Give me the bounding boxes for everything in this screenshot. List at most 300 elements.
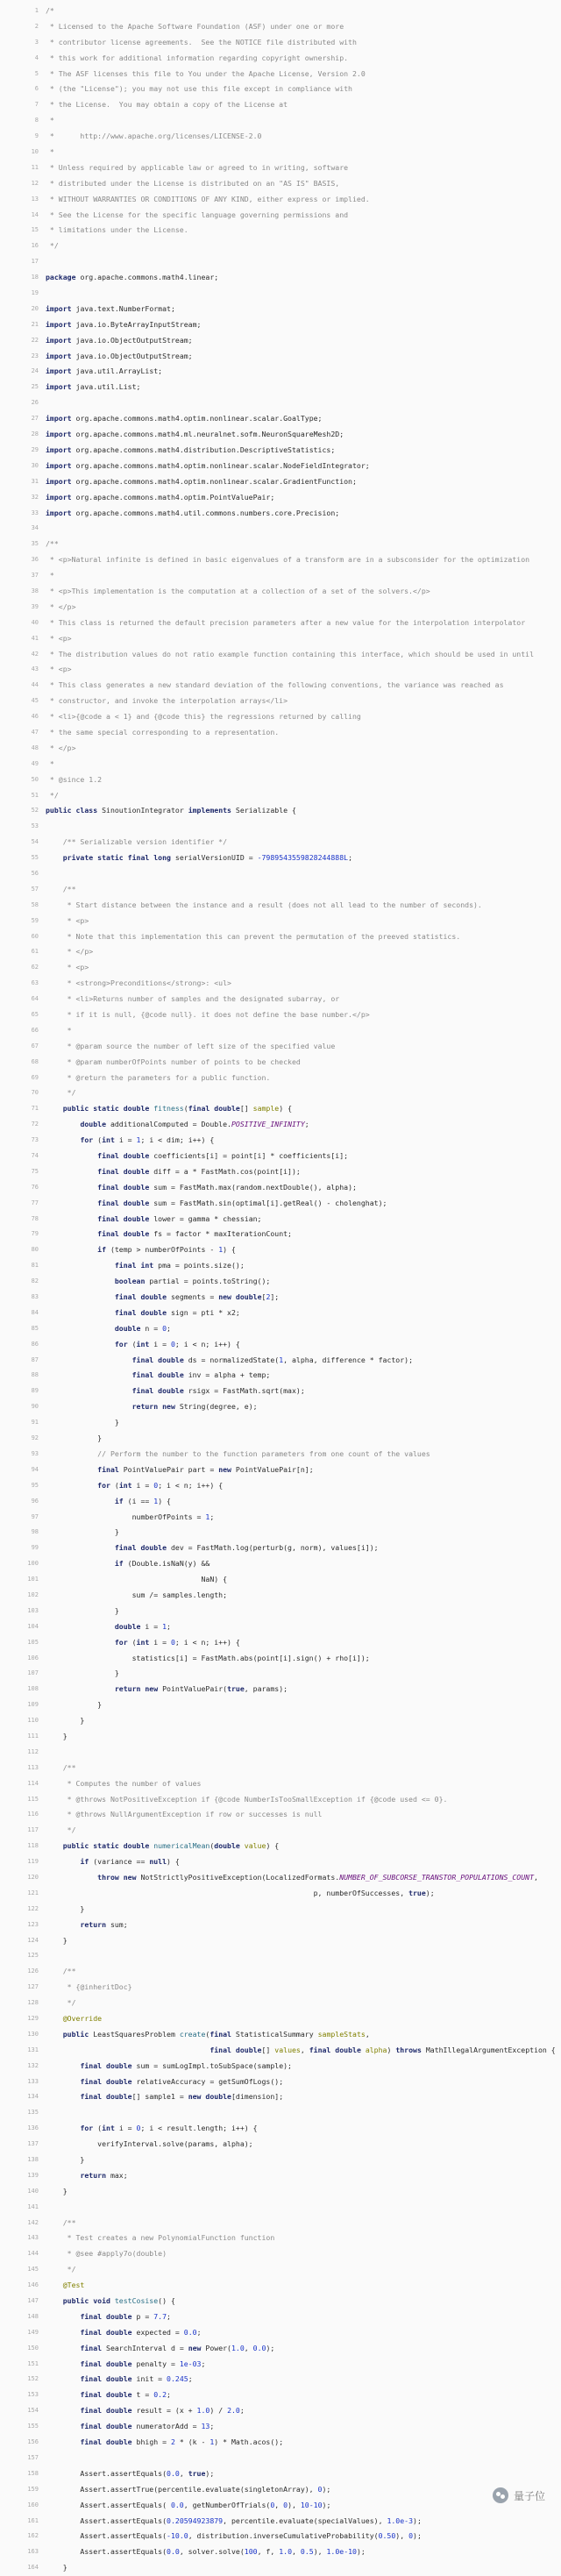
code-token	[46, 1638, 115, 1647]
line-code	[46, 349, 561, 365]
line-code	[46, 1431, 561, 1447]
code-token: Assert.assertTrue(percentile.evaluate(singletonArray),	[46, 2484, 318, 2494]
line-number: 1	[34, 7, 39, 14]
code-token: (temp > numberOfPoints -	[110, 1245, 219, 1255]
line-number: 69	[31, 1073, 39, 1081]
code-token: final double	[97, 1182, 154, 1192]
line-code	[46, 2278, 561, 2294]
code-line	[0, 1761, 561, 1776]
line-code	[46, 1321, 561, 1337]
code-token	[46, 1135, 80, 1144]
code-line	[0, 2544, 561, 2560]
line-number: 119	[27, 1858, 39, 1866]
code-token: * (k -	[174, 2437, 210, 2447]
line-number: 81	[31, 1262, 39, 1270]
code-line	[0, 333, 561, 349]
code-token: 7.7	[153, 2311, 167, 2321]
line-code	[46, 584, 561, 600]
code-line	[0, 788, 561, 804]
code-token: // Perform the number to the function parameters from one count of the values	[97, 1448, 430, 1458]
code-line	[0, 2498, 561, 2514]
code-line	[0, 1635, 561, 1651]
line-number: 16	[31, 242, 39, 250]
code-token: ),	[288, 2500, 301, 2509]
code-token: /**	[62, 2217, 76, 2227]
code-token: java.text.NumberFormat;	[75, 303, 175, 313]
code-line	[0, 238, 561, 254]
code-token: );	[266, 2343, 275, 2352]
line-code	[46, 2262, 561, 2278]
code-token: value	[244, 1841, 266, 1851]
code-token: PointValuePair part =	[123, 1464, 219, 1474]
line-number: 102	[27, 1590, 39, 1598]
code-token	[46, 2092, 80, 2101]
code-token: import	[46, 460, 76, 470]
line-number: 104	[27, 1622, 39, 1630]
line-code	[46, 1697, 561, 1713]
code-token: 0.0	[167, 2468, 180, 2478]
code-line	[0, 2529, 561, 2544]
line-number: 22	[31, 336, 39, 344]
code-token: -10.0	[167, 2531, 188, 2541]
code-token	[46, 1982, 63, 1991]
code-token: * <p>	[62, 963, 89, 972]
code-token: (Double.isNaN(y) &&	[127, 1559, 210, 1569]
line-code	[46, 1510, 561, 1526]
line-code	[46, 2011, 561, 2027]
code-token: public static double	[62, 1841, 154, 1851]
line-code	[46, 1133, 561, 1149]
code-token: , f,	[257, 2547, 280, 2557]
code-token	[46, 2124, 80, 2132]
code-token: PointValuePair(	[162, 1684, 228, 1694]
line-code	[46, 631, 561, 647]
code-line	[0, 803, 561, 819]
code-token: * <p>	[46, 633, 72, 643]
line-number: 50	[31, 775, 39, 783]
code-token: * </p>	[46, 601, 76, 611]
code-line	[0, 898, 561, 914]
code-token: final double	[80, 2359, 137, 2368]
code-token: int	[102, 1135, 119, 1145]
code-line	[0, 929, 561, 945]
line-code	[46, 1933, 561, 1949]
line-code	[46, 459, 561, 474]
code-token: 1	[218, 1245, 224, 1255]
code-line	[0, 1242, 561, 1258]
line-code	[46, 1353, 561, 1369]
code-line	[0, 1682, 561, 1697]
code-token: 0	[162, 1323, 167, 1333]
code-token: final double	[80, 2311, 137, 2321]
code-token	[46, 1167, 97, 1176]
code-token: *	[46, 116, 54, 125]
line-code	[46, 1149, 561, 1164]
code-token: ; i < result.length; i++) {	[140, 2124, 258, 2133]
code-token: NUMBER_OF_SUBCORSE_TRANSTOR_POPULATIONS_COUNT	[339, 1872, 535, 1882]
line-code	[46, 1525, 561, 1541]
code-token	[46, 2437, 80, 2446]
line-code	[46, 898, 561, 914]
code-line	[0, 1274, 561, 1290]
code-token: public	[62, 2029, 94, 2039]
code-token	[46, 2233, 63, 2242]
line-number: 110	[27, 1717, 39, 1725]
code-line	[0, 1227, 561, 1242]
code-line	[0, 1823, 561, 1839]
line-code	[46, 1399, 561, 1415]
code-token: * if it is null, {@code null}. it does not define the base number.</p>	[62, 1010, 370, 1019]
code-token: SearchInterval d =	[106, 2343, 188, 2352]
code-line	[0, 208, 561, 224]
code-token: */	[46, 790, 59, 800]
code-line	[0, 1007, 561, 1023]
line-code	[46, 725, 561, 741]
code-token: []	[261, 2045, 275, 2054]
line-code	[46, 2341, 561, 2357]
line-code	[46, 364, 561, 380]
line-number: 12	[31, 179, 39, 187]
code-line	[0, 380, 561, 395]
line-code	[46, 803, 561, 819]
line-code	[46, 976, 561, 992]
code-token: * <p>	[62, 915, 89, 925]
code-line	[0, 427, 561, 443]
code-token: * distributed under the License is distributed on an "AS IS" BASIS,	[46, 178, 340, 188]
code-token: sum = FastMath.max(random.nextDouble(), alpha);	[153, 1182, 357, 1192]
code-token: int	[136, 1637, 154, 1647]
line-code	[46, 929, 561, 945]
line-number: 99	[31, 1544, 39, 1552]
line-number: 19	[31, 289, 39, 297]
line-number: 131	[27, 2046, 39, 2053]
code-line	[0, 1918, 561, 1933]
code-token: org.apache.commons.math4.distribution.DescriptiveStatistics;	[75, 445, 336, 454]
code-token: * The ASF licenses this file to You under the Apache License, Version 2.0	[46, 68, 366, 78]
line-number: 98	[31, 1528, 39, 1536]
line-number: 59	[31, 916, 39, 924]
code-line	[0, 1055, 561, 1071]
code-token: []	[239, 1104, 253, 1114]
line-number: 162	[27, 2532, 39, 2540]
code-token: final double	[114, 1292, 171, 1302]
line-code	[46, 1666, 561, 1682]
code-token: ;	[209, 1512, 215, 1521]
code-token: partial = points.toString();	[149, 1277, 271, 1286]
code-token: org.apache.commons.math4.optim.PointValuePair;	[75, 492, 275, 502]
code-token: * this work for additional information regarding copyright ownership.	[46, 53, 349, 62]
code-token: org.apache.commons.math4.ml.neuralnet.sofm.NeuronSquareMesh2D;	[75, 430, 344, 439]
code-line	[0, 1745, 561, 1761]
line-code	[46, 1180, 561, 1196]
code-token: private static final long	[62, 853, 175, 863]
code-token: package	[46, 273, 81, 282]
code-token: 0.0	[170, 2500, 184, 2509]
code-token: diff = a * FastMath.cos(point[i]);	[153, 1166, 301, 1176]
line-code	[46, 552, 561, 568]
line-number: 64	[31, 995, 39, 1003]
code-token	[46, 2265, 63, 2274]
code-token: final double	[97, 1166, 154, 1176]
line-code	[46, 2466, 561, 2482]
line-number: 114	[27, 1779, 39, 1787]
line-number: 125	[27, 1952, 39, 1960]
code-token: sum = FastMath.sin(optimal[i].getReal() - cholenghat);	[153, 1198, 387, 1207]
line-number: 29	[31, 445, 39, 453]
code-token	[46, 1825, 63, 1834]
line-code	[46, 1447, 561, 1462]
code-line	[0, 2121, 561, 2137]
code-token: Serializable {	[235, 806, 296, 815]
code-token: POSITIVE_INFINITY	[231, 1120, 305, 1129]
line-code	[46, 333, 561, 349]
code-token: PointValuePair[n];	[235, 1464, 314, 1474]
code-token: final double	[209, 2045, 262, 2054]
code-token: (	[97, 1135, 103, 1145]
line-number: 63	[31, 979, 39, 987]
line-number: 83	[31, 1293, 39, 1301]
line-code	[46, 2482, 561, 2498]
line-number: 62	[31, 964, 39, 971]
line-number: 133	[27, 2077, 39, 2085]
line-number: 156	[27, 2438, 39, 2446]
line-number: 118	[27, 1842, 39, 1850]
code-token: ; i < n; i++) {	[158, 1480, 224, 1490]
code-line	[0, 1039, 561, 1055]
code-token: final double	[114, 1543, 171, 1553]
code-token: /**	[62, 1762, 76, 1772]
line-number: 46	[31, 713, 39, 721]
code-token: ,	[534, 1872, 538, 1882]
code-line	[0, 1651, 561, 1667]
code-line	[0, 474, 561, 490]
code-token: 1	[162, 1621, 167, 1631]
line-code	[46, 192, 561, 208]
code-token: 0.0	[252, 2343, 266, 2352]
code-token: final int	[114, 1261, 159, 1270]
code-line	[0, 2325, 561, 2341]
line-number: 35	[31, 540, 39, 548]
code-line	[0, 1368, 561, 1384]
code-line	[0, 1666, 561, 1682]
code-token: final double	[80, 2060, 137, 2070]
code-token: }	[46, 1731, 67, 1740]
line-number: 18	[31, 274, 39, 281]
line-number: 21	[31, 320, 39, 328]
code-token: ) {	[266, 1841, 280, 1851]
code-token: @Test	[62, 2281, 85, 2290]
line-number: 65	[31, 1011, 39, 1018]
code-token: return	[80, 2170, 110, 2180]
code-token: sum;	[110, 1919, 128, 1929]
line-code	[46, 1651, 561, 1667]
line-code	[46, 2309, 561, 2325]
line-code	[46, 2231, 561, 2246]
code-line	[0, 176, 561, 192]
code-line	[0, 1964, 561, 1980]
line-code	[46, 741, 561, 757]
line-number: 149	[27, 2328, 39, 2336]
code-token: , percentile.evaluate(specialValues),	[223, 2516, 387, 2525]
code-token	[46, 1402, 132, 1411]
code-token	[46, 1622, 115, 1631]
code-line	[0, 270, 561, 286]
line-number: 31	[31, 477, 39, 485]
code-token: int	[118, 1480, 137, 1490]
code-token: rsigx = FastMath.sqrt(max);	[188, 1386, 305, 1396]
code-line	[0, 1525, 561, 1541]
code-token	[46, 1559, 115, 1568]
code-token: }	[46, 1605, 119, 1615]
line-number: 115	[27, 1795, 39, 1803]
line-code	[46, 772, 561, 788]
code-token: ;	[348, 853, 353, 863]
line-number: 40	[31, 618, 39, 626]
line-number: 124	[27, 1936, 39, 1944]
line-number: 74	[31, 1152, 39, 1160]
code-token: final double	[188, 1104, 240, 1114]
code-token	[46, 1010, 63, 1019]
code-token: for	[114, 1339, 132, 1348]
line-number: 160	[27, 2501, 39, 2508]
code-token: new double	[218, 1292, 262, 1302]
line-code	[46, 1164, 561, 1180]
code-token: 1.0e-10	[326, 2547, 357, 2557]
code-token: new	[188, 2343, 206, 2352]
line-code	[46, 506, 561, 522]
line-number: 85	[31, 1324, 39, 1332]
code-token: 0	[170, 1339, 175, 1348]
line-code	[46, 2137, 561, 2153]
code-token: ;	[167, 1323, 171, 1333]
code-token: Assert.assertEquals(	[46, 2516, 167, 2525]
code-line	[0, 1212, 561, 1228]
code-token: ) {	[167, 1857, 180, 1867]
code-line	[0, 286, 561, 302]
code-line	[0, 2105, 561, 2121]
line-number: 89	[31, 1387, 39, 1395]
code-line	[0, 1149, 561, 1164]
code-token	[46, 900, 63, 909]
code-token: *	[46, 758, 54, 768]
code-token	[46, 2374, 80, 2383]
line-code	[46, 1007, 561, 1023]
watermark	[493, 2487, 545, 2503]
code-line	[0, 2372, 561, 2387]
code-token: * contributor license agreements. See the NOTICE file distributed with	[46, 37, 357, 46]
code-token: fs = factor * maxIterationCount;	[153, 1229, 292, 1239]
code-line	[0, 537, 561, 552]
code-token: org.apache.commons.math4.util.commons.numbers.core.Precision;	[75, 508, 340, 517]
code-token: final double	[97, 1229, 154, 1239]
line-number: 5	[34, 69, 39, 77]
code-token: public class	[46, 806, 103, 815]
code-token: numberOfPoints =	[46, 1512, 206, 1521]
line-code	[46, 208, 561, 224]
code-token: ];	[270, 1292, 280, 1302]
line-code	[46, 2074, 561, 2090]
code-token	[46, 1763, 63, 1772]
code-token: import	[46, 351, 76, 360]
line-number: 79	[31, 1230, 39, 1238]
code-token: * <li>Returns number of samples and the designated subarray, or	[62, 994, 340, 1004]
code-token	[46, 1340, 115, 1348]
line-code	[46, 2294, 561, 2309]
code-token: * http://www.apache.org/licenses/LICENSE-2.0	[46, 132, 262, 141]
line-code	[46, 2419, 561, 2435]
code-line	[0, 1462, 561, 1478]
line-code	[46, 1227, 561, 1242]
code-token: final double	[80, 2422, 137, 2431]
code-token: * Licensed to the Apache Software Foundation (ASF) under one or more	[46, 21, 344, 31]
code-line	[0, 1854, 561, 1870]
line-code	[46, 992, 561, 1007]
code-token: 100	[244, 2547, 258, 2557]
line-number: 90	[31, 1403, 39, 1411]
code-token: }	[46, 2186, 67, 2195]
line-code	[46, 788, 561, 804]
code-token: , alpha, difference * factor);	[283, 1355, 414, 1364]
code-token	[46, 1543, 115, 1552]
code-token: sign = pti * x2;	[170, 1307, 240, 1317]
code-token: coefficients[i] = point[i] * coefficients[i];	[153, 1151, 349, 1161]
line-number: 146	[27, 2281, 39, 2289]
code-token	[46, 1967, 63, 1975]
code-token: StatisticalSummary	[235, 2029, 318, 2039]
code-token: }	[46, 2155, 85, 2165]
line-code	[46, 302, 561, 317]
code-token	[46, 2171, 80, 2180]
line-code	[46, 1980, 561, 1996]
code-token: }	[46, 1935, 67, 1945]
line-code	[46, 1384, 561, 1399]
code-token: i =	[118, 2124, 137, 2133]
line-code	[46, 67, 561, 82]
line-number: 135	[27, 2109, 39, 2117]
code-token: 1.0	[196, 2406, 210, 2416]
line-number: 93	[31, 1449, 39, 1457]
code-token: * (the "License"); you may not use this file except in compliance with	[46, 84, 352, 94]
code-line	[0, 1321, 561, 1337]
code-token: }	[46, 1700, 103, 1710]
line-number: 111	[27, 1732, 39, 1740]
code-token	[46, 1183, 97, 1192]
line-code	[46, 1792, 561, 1808]
code-line	[0, 2387, 561, 2403]
line-code	[46, 2168, 561, 2184]
code-token	[46, 2218, 63, 2227]
code-token: final	[97, 1464, 124, 1474]
line-code	[46, 835, 561, 850]
code-token: * <p>	[46, 665, 72, 674]
line-code	[46, 2403, 561, 2419]
code-line	[0, 662, 561, 678]
code-token: [] sample1 =	[131, 2092, 188, 2102]
code-token: ; i < dim; i++) {	[140, 1135, 215, 1145]
code-token: final double	[80, 2092, 132, 2102]
line-number: 103	[27, 1606, 39, 1614]
code-token: * the License. You may obtain a copy of the License at	[46, 100, 288, 110]
line-number: 43	[31, 665, 39, 673]
code-token: sum = sumLogImpl.toSubSpace(sample);	[136, 2060, 292, 2070]
code-token	[46, 947, 63, 956]
code-token	[46, 885, 63, 893]
code-token: final double	[97, 1151, 154, 1161]
line-code	[46, 1306, 561, 1321]
code-token: sampleStats	[317, 2029, 366, 2039]
line-code	[46, 380, 561, 395]
code-token: bhigh =	[136, 2437, 171, 2447]
